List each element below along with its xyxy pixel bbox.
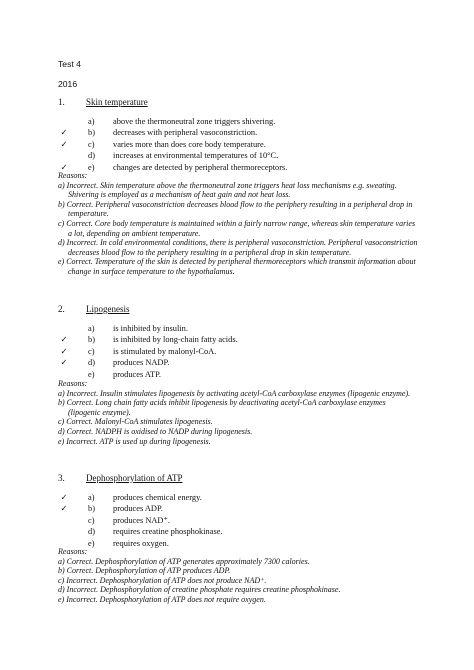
- option-text: increases at environmental temperatures of 10°C.: [113, 151, 279, 161]
- option-letter: c): [88, 515, 95, 525]
- check-icon: ✓: [60, 345, 68, 356]
- option-letter: b): [88, 335, 95, 345]
- reason-item: a) Incorrect. Insulin stimulates lipogenesis by activating acetyl-CoA carboxylase enzymes (lipogenic enzyme).: [58, 388, 411, 398]
- check-icon: ✓: [60, 503, 68, 514]
- question-number: 1.: [58, 97, 65, 107]
- option-text: is inhibited by insulin.: [113, 324, 188, 333]
- option-text: decreases with peripheral vasoconstriction.: [113, 128, 258, 138]
- option-letter: e): [88, 538, 95, 548]
- reason-item: d) Correct. NADPH is oxidised to NADP during lipogenesis.: [58, 426, 253, 436]
- question-heading: Skin temperature: [86, 97, 148, 107]
- check-icon: ✓: [60, 492, 68, 502]
- reason-item: b) Correct. Long chain fatty acids inhibit lipogenesis by deactivating acetyl-CoA carboxylase enzymes (lipogenic enzyme).: [58, 398, 386, 417]
- option-letter: d): [88, 358, 95, 368]
- option-letter: c): [88, 346, 95, 356]
- question-3-reasons: [58, 547, 418, 605]
- test-label: Test 4: [58, 59, 81, 69]
- reason-item: c) Correct. Malonyl-CoA stimulates lipogenesis.: [58, 417, 213, 427]
- question-heading: Lipogenesis: [86, 304, 130, 314]
- option-letter: e): [88, 162, 95, 172]
- option-text: produces chemical energy.: [113, 493, 202, 502]
- option-text: produces ADP.: [113, 504, 163, 514]
- reasons-label: Reasons:: [58, 379, 88, 388]
- check-icon: ✓: [60, 357, 68, 368]
- option-text: produces NADP.: [113, 358, 170, 368]
- option-text: is inhibited by long-chain fatty acids.: [113, 335, 238, 345]
- option-letter: a): [88, 493, 95, 502]
- check-icon: ✓: [60, 161, 68, 172]
- year-label: 2016: [58, 79, 78, 89]
- question-1-reasons: [58, 171, 418, 277]
- question-2-reasons: [58, 379, 418, 446]
- option-text: produces ATP.: [113, 369, 161, 379]
- option-letter: d): [88, 527, 95, 537]
- question-number: 2.: [58, 304, 65, 314]
- reason-item: b) Correct. Dephosphorylation of ATP produces ADP.: [58, 566, 231, 576]
- check-icon: ✓: [60, 334, 68, 345]
- question-3-title: [58, 473, 183, 483]
- option-text: produces NAD⁺.: [113, 515, 170, 525]
- question-1-title: [58, 97, 148, 107]
- question-heading: Dephosphorylation of ATP: [86, 473, 183, 483]
- option-letter: e): [88, 369, 95, 379]
- question-number: 3.: [58, 473, 65, 483]
- question-2-title: [58, 304, 130, 314]
- reason-item: a) Correct. Dephosphorylation of ATP generates approximately 7300 calories.: [58, 556, 310, 566]
- check-icon: ✓: [60, 138, 68, 149]
- reason-item: a) Incorrect. Skin temperature above the thermoneutral zone triggers heat loss mechanisms e.g. sweating. Shivering is employed as a mechanism of heat gain and not heat loss.: [58, 180, 397, 200]
- option-text: is stimulated by malonyl-CoA.: [113, 346, 217, 356]
- check-icon: ✓: [60, 127, 68, 138]
- option-letter: d): [88, 151, 95, 161]
- option-letter: a): [88, 324, 95, 333]
- reason-item: e) Incorrect. ATP is used up during lipogenesis.: [58, 436, 211, 446]
- option-letter: a): [88, 117, 95, 126]
- option-letter: c): [88, 139, 95, 149]
- option-text: above the thermoneutral zone triggers shivering.: [113, 117, 276, 126]
- option-letter: b): [88, 128, 95, 138]
- reason-item: c) Correct. Core body temperature is maintained within a fairly narrow range, whereas skin temperature varies a lot, depending on ambient temperature.: [58, 218, 416, 238]
- option-text: changes are detected by peripheral thermoreceptors.: [113, 162, 288, 172]
- reason-item: e) Incorrect. Dephosphorylation of ATP does not require oxygen.: [58, 594, 266, 604]
- option-text: requires oxygen.: [113, 538, 169, 548]
- reason-item: e) Correct. Temperature of the skin is detected by peripheral thermoreceptors which transmit information about change in surface temperature to the hypothalamus.: [58, 257, 416, 276]
- option-letter: b): [88, 504, 95, 514]
- option-text: requires creatine phosphokinase.: [113, 527, 223, 537]
- reason-item: d) Incorrect. Dephosphorylation of creatine phosphate requires creatine phosphokinase.: [58, 585, 341, 595]
- reasons-label: Reasons:: [58, 547, 88, 556]
- reason-item: d) Incorrect. In cold environmental conditions, there is peripheral vasoconstriction. Peripheral vasoconstriction decreases blood flow to the periphery resulting in a peripheral drop in skin temperature.: [58, 238, 418, 257]
- reasons-label: Reasons:: [58, 171, 88, 180]
- option-text: varies more than does core body temperature.: [113, 139, 266, 149]
- reason-item: b) Correct. Peripheral vasoconstriction decreases blood flow to the periphery resulting in a peripheral drop in temperature.: [58, 199, 413, 219]
- reason-item: c) Incorrect. Dephosphorylation of ATP does not produce NAD⁺.: [58, 575, 267, 585]
